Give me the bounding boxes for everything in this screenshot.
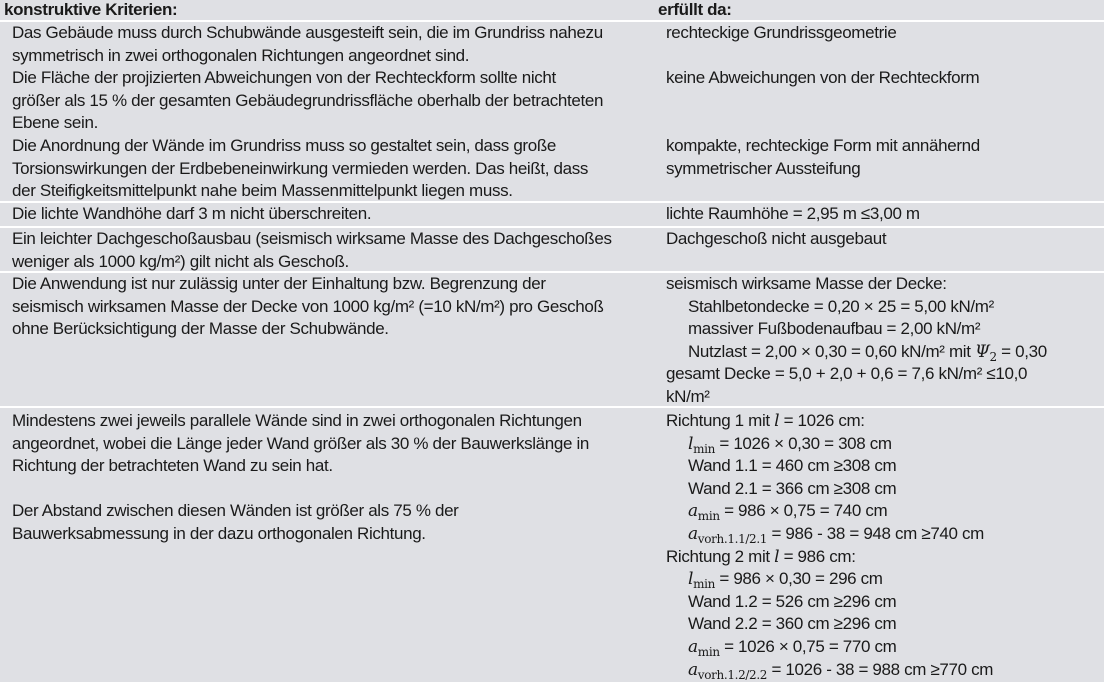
mass-total: gesamt Decke = 5,0 + 2,0 + 0,6 = 7,6 kN/m² ≤10,0 [666, 364, 1028, 384]
criterion-line: Die Anordnung der Wände im Grundriss muss so gestaltet sein, dass große [12, 135, 556, 155]
criterion-line: weniger als 1000 kg/m²) gilt nicht als Geschoß. [12, 251, 349, 271]
fulfilled-line: kompakte, rechteckige Form mit annähernd [666, 135, 980, 155]
header-criteria: konstruktive Kriterien: [4, 0, 178, 19]
header-fulfilled: erfüllt da: [658, 0, 732, 19]
fulfilled-cell [654, 203, 1104, 226]
criterion-line: der Steifigkeitsmittelpunkt nahe beim Massenmittelpunkt liegen muss. [12, 181, 513, 201]
mass-title: seismisch wirksame Masse der Decke: [666, 274, 947, 293]
dir2-title-text: Richtung 2 mit [666, 546, 775, 566]
criterion-line: symmetrisch in zwei orthogonalen Richtungen angeordnet sind. [12, 45, 470, 65]
dir2-title [666, 546, 1104, 569]
table-row [0, 228, 1104, 273]
criterion-line: Die Anwendung ist nur zulässig unter der Einhaltung bzw. Begrenzung der [12, 274, 546, 293]
criterion-cell [0, 203, 654, 226]
sub-min: min [693, 441, 715, 456]
fulfilled-line: lichte Raumhöhe = 2,95 m ≤3,00 m [666, 204, 920, 223]
sub-vorh: vorh.1.1/2.1 [697, 531, 768, 546]
criterion-cell [0, 22, 654, 201]
fulfilled-line [666, 112, 1104, 135]
dir1-title-text: Richtung 1 mit [666, 411, 775, 430]
criterion-cell [0, 273, 654, 406]
criterion-cell [0, 410, 654, 681]
criterion-line: Richtung der betrachteten Wand zu sein hat. [12, 456, 333, 476]
dir1-wall-b: Wand 2.1 = 366 cm ≥308 cm [688, 478, 897, 498]
criterion-line: Ebene sein. [12, 113, 98, 133]
fulfilled-line: rechteckige Grundrissgeometrie [666, 23, 897, 42]
fulfilled-line [666, 45, 1104, 68]
dir1-amin [666, 500, 1104, 523]
criterion-line: Ein leichter Dachgeschoßausbau (seismisch wirksame Masse des Dachgeschoßes [12, 229, 612, 248]
sub-min: min [697, 644, 720, 659]
avorh-value: = 986 - 38 = 948 cm ≥740 cm [767, 523, 984, 543]
fulfilled-line [666, 90, 1104, 113]
dir2-amin [666, 636, 1104, 659]
criterion-line: Bauwerksabmessung in der dazu orthogonalen Richtung. [12, 523, 426, 543]
var-a: a [688, 501, 698, 522]
lmin-value: = 1026 × 0,30 = 308 cm [715, 433, 892, 453]
dir1-lmin [666, 433, 1104, 456]
dir2-title-value: = 986 cm: [779, 546, 856, 566]
sub-min: min [693, 577, 715, 592]
dir1-title-value: = 1026 cm: [779, 411, 865, 430]
criterion-line [12, 478, 650, 501]
criterion-line: größer als 15 % der gesamten Gebäudegrundrissfläche oberhalb der betrachteten [12, 90, 604, 110]
criterion-line: Mindestens zwei jeweils parallele Wände sind in zwei orthogonalen Richtungen [12, 411, 582, 430]
var-l: l [688, 433, 694, 454]
table-row [0, 22, 1104, 203]
sub-vorh: vorh.1.2/2.2 [697, 667, 768, 682]
avorh-value: = 1026 - 38 = 988 cm ≥770 cm [767, 659, 994, 679]
fulfilled-line: symmetrischer Aussteifung [666, 158, 861, 178]
criterion-line: Das Gebäude muss durch Schubwände ausgesteift sein, die im Grundriss nahezu [12, 23, 603, 42]
dir1-title [666, 410, 1104, 433]
amin-value: = 1026 × 0,75 = 770 cm [719, 636, 897, 656]
mass-item-liveload [666, 341, 1104, 364]
criterion-line: angeordnet, wobei die Länge jeder Wand größer als 30 % der Bauwerkslänge in [12, 433, 589, 453]
criterion-cell [0, 228, 654, 271]
var-l: l [774, 546, 780, 567]
table-row [0, 203, 1104, 228]
var-a: a [688, 659, 698, 680]
fulfilled-cell [654, 228, 1104, 271]
fulfilled-line: keine Abweichungen von der Rechteckform [666, 68, 980, 88]
dir2-wall-b: Wand 2.2 = 360 cm ≥296 cm [688, 614, 897, 634]
fulfilled-cell [654, 410, 1104, 681]
fulfilled-cell [654, 22, 1104, 201]
lmin-value: = 986 × 0,30 = 296 cm [715, 569, 883, 589]
mass-item-slab: Stahlbetondecke = 0,20 × 25 = 5,00 kN/m² [688, 296, 994, 316]
criterion-line: Der Abstand zwischen diesen Wänden ist größer als 75 % der [12, 501, 459, 521]
criterion-line: ohne Berücksichtigung der Masse der Schubwände. [12, 319, 389, 339]
psi-subscript: 2 [989, 349, 997, 364]
criterion-line: Die Fläche der projizierten Abweichungen von der Rechteckform sollte nicht [12, 68, 556, 88]
criterion-line: Torsionswirkungen der Erdbebeneinwirkung vermieden werden. Das heißt, dass [12, 158, 589, 178]
criterion-line: seismisch wirksamen Masse der Decke von 1000 kg/m² (=10 kN/m²) pro Geschoß [12, 296, 604, 316]
psi-symbol: Ψ [974, 341, 990, 362]
dir1-avorh [666, 523, 1104, 546]
table-row [0, 408, 1104, 681]
table-header [0, 0, 1104, 22]
dir2-avorh [666, 659, 1104, 682]
criterion-line: Die lichte Wandhöhe darf 3 m nicht überschreiten. [12, 204, 372, 223]
var-a: a [688, 523, 698, 544]
dir2-lmin [666, 568, 1104, 591]
fulfilled-line: Dachgeschoß nicht ausgebaut [666, 229, 887, 248]
liveload-text: Nutzlast = 2,00 × 0,30 = 0,60 kN/m² mit [688, 341, 975, 361]
fulfilled-cell [654, 273, 1104, 406]
amin-value: = 986 × 0,75 = 740 cm [719, 501, 888, 521]
dir2-wall-a: Wand 1.2 = 526 cm ≥296 cm [688, 591, 897, 611]
var-l: l [774, 411, 780, 431]
var-a: a [688, 636, 698, 657]
sub-min: min [697, 509, 720, 524]
mass-item-floor: massiver Fußbodenaufbau = 2,00 kN/m² [688, 319, 981, 339]
mass-total-unit: kN/m² [666, 386, 710, 406]
dir1-wall-a: Wand 1.1 = 460 cm ≥308 cm [688, 456, 897, 476]
psi-value: = 0,30 [996, 341, 1047, 361]
table-row [0, 273, 1104, 408]
var-l: l [688, 569, 694, 590]
